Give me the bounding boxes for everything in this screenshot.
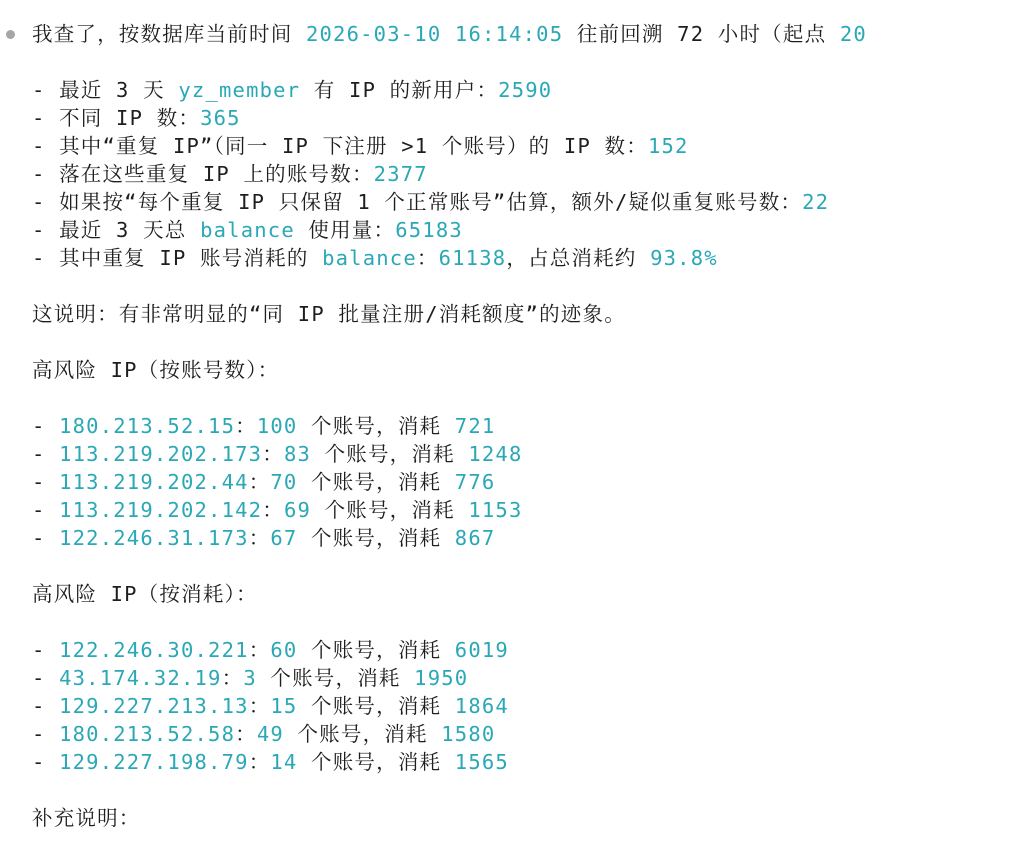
current-db-time: 2026-03-10 16:14:05 bbox=[305, 22, 564, 46]
spend-value: 867 bbox=[454, 526, 496, 550]
account-count: 15 bbox=[270, 694, 298, 718]
separator: ： bbox=[248, 750, 271, 774]
stat-label: ，占总消耗约 bbox=[506, 246, 651, 270]
dash: - bbox=[32, 694, 60, 718]
stat-value: 61138 bbox=[438, 246, 507, 270]
row-label: 个账号，消耗 bbox=[311, 442, 469, 466]
stat-value: 22 bbox=[802, 190, 830, 214]
dash: - bbox=[32, 526, 60, 550]
spend-value: 1248 bbox=[468, 442, 523, 466]
separator: ： bbox=[221, 666, 244, 690]
stat-label: - 最近 3 天 bbox=[32, 78, 179, 102]
stat-label: - 其中重复 IP 账号消耗的 bbox=[32, 246, 323, 270]
row-label: 个账号，消耗 bbox=[311, 498, 469, 522]
stat-value: 2590 bbox=[498, 78, 553, 102]
account-count: 69 bbox=[283, 498, 312, 522]
ip-address: 113.219.202.44 bbox=[59, 470, 249, 494]
ip-row bbox=[32, 692, 509, 720]
ip-row bbox=[32, 748, 509, 776]
separator: ： bbox=[248, 470, 271, 494]
field-name: balance bbox=[200, 218, 295, 242]
stat-label: - 其中“重复 IP”（同一 IP 下注册 >1 个账号）的 IP 数： bbox=[32, 134, 648, 158]
dash: - bbox=[32, 666, 60, 690]
start-time-fragment: 20 bbox=[839, 22, 867, 46]
ip-row bbox=[32, 524, 495, 552]
stat-new-users bbox=[32, 76, 552, 104]
account-count: 83 bbox=[283, 442, 312, 466]
supplement-heading: 补充说明： bbox=[32, 806, 141, 830]
ip-row bbox=[32, 468, 495, 496]
separator: ： bbox=[262, 498, 284, 522]
field-name: balance bbox=[322, 246, 417, 270]
stat-label: - 落在这些重复 IP 上的账号数： bbox=[32, 162, 374, 186]
dash: - bbox=[32, 470, 60, 494]
stat-estimated-extra bbox=[32, 188, 829, 216]
stat-label: 使用量： bbox=[294, 218, 396, 242]
stat-value: 365 bbox=[200, 106, 241, 130]
row-label: 个账号，消耗 bbox=[297, 750, 455, 774]
spend-value: 6019 bbox=[454, 638, 509, 662]
stat-duplicate-accounts bbox=[32, 160, 428, 188]
separator: ： bbox=[262, 442, 284, 466]
account-count: 67 bbox=[270, 526, 298, 550]
conclusion-text: 这说明：有非常明显的“同 IP 批量注册/消耗额度”的迹象。 bbox=[32, 302, 626, 326]
separator: ： bbox=[235, 414, 257, 438]
ip-address: 122.246.31.173 bbox=[59, 526, 249, 550]
stat-percentage: 93.8% bbox=[650, 246, 718, 270]
row-label: 个账号，消耗 bbox=[297, 694, 455, 718]
ip-row bbox=[32, 636, 509, 664]
spend-value: 1580 bbox=[441, 722, 496, 746]
ip-address: 113.219.202.173 bbox=[59, 442, 263, 466]
intro-text: 我查了，按数据库当前时间 bbox=[32, 22, 306, 46]
row-label: 个账号，消耗 bbox=[297, 470, 455, 494]
separator: ： bbox=[248, 526, 271, 550]
dash: - bbox=[32, 638, 60, 662]
stat-value: 2377 bbox=[373, 162, 428, 186]
ip-address: 122.246.30.221 bbox=[59, 638, 249, 662]
account-count: 70 bbox=[270, 470, 298, 494]
spend-value: 1153 bbox=[468, 498, 523, 522]
spend-value: 1864 bbox=[454, 694, 509, 718]
stat-label: - 如果按“每个重复 IP 只保留 1 个正常账号”估算，额外/疑似重复账号数： bbox=[32, 190, 803, 214]
stat-duplicate-ips bbox=[32, 132, 689, 160]
stat-value: 152 bbox=[647, 134, 689, 158]
stat-distinct-ips bbox=[32, 104, 241, 132]
separator: ： bbox=[248, 694, 271, 718]
ip-row bbox=[32, 664, 468, 692]
spend-value: 721 bbox=[454, 414, 496, 438]
stat-duplicate-balance bbox=[32, 244, 718, 272]
account-count: 14 bbox=[270, 750, 298, 774]
row-label: 个账号，消耗 bbox=[256, 666, 415, 690]
bullet-dot-icon bbox=[6, 30, 15, 39]
row-label: 个账号，消耗 bbox=[297, 414, 455, 438]
spend-value: 776 bbox=[454, 470, 496, 494]
stat-total-balance bbox=[32, 216, 463, 244]
ip-address: 180.213.52.15 bbox=[59, 414, 236, 438]
row-label: 个账号，消耗 bbox=[283, 722, 442, 746]
stat-label: - 不同 IP 数： bbox=[32, 106, 201, 130]
stat-label: ： bbox=[416, 246, 439, 270]
section-heading-by-accounts: 高风险 IP（按账号数）： bbox=[32, 358, 280, 382]
ip-row bbox=[32, 720, 495, 748]
stat-value: 65183 bbox=[395, 218, 463, 242]
ip-row bbox=[32, 412, 495, 440]
spend-value: 1950 bbox=[414, 666, 469, 690]
section-heading-by-spend: 高风险 IP（按消耗）： bbox=[32, 582, 258, 606]
table-name: yz_member bbox=[178, 78, 301, 102]
account-count: 3 bbox=[243, 666, 257, 690]
ip-address: 43.174.32.19 bbox=[59, 666, 222, 690]
stat-label: 有 IP 的新用户： bbox=[300, 78, 499, 102]
stat-label: - 最近 3 天总 bbox=[32, 218, 201, 242]
dash: - bbox=[32, 414, 60, 438]
account-count: 60 bbox=[270, 638, 298, 662]
intro-text-2: 往前回溯 72 小时（起点 bbox=[563, 22, 840, 46]
dash: - bbox=[32, 750, 60, 774]
row-label: 个账号，消耗 bbox=[297, 526, 455, 550]
separator: ： bbox=[235, 722, 257, 746]
ip-address: 180.213.52.58 bbox=[59, 722, 236, 746]
dash: - bbox=[32, 498, 60, 522]
dash: - bbox=[32, 442, 60, 466]
ip-row bbox=[32, 440, 523, 468]
dash: - bbox=[32, 722, 60, 746]
ip-address: 113.219.202.142 bbox=[59, 498, 263, 522]
spend-value: 1565 bbox=[454, 750, 509, 774]
ip-row bbox=[32, 496, 523, 524]
ip-address: 129.227.213.13 bbox=[59, 694, 249, 718]
row-label: 个账号，消耗 bbox=[297, 638, 455, 662]
account-count: 100 bbox=[256, 414, 298, 438]
account-count: 49 bbox=[256, 722, 284, 746]
separator: ： bbox=[248, 638, 271, 662]
ip-address: 129.227.198.79 bbox=[59, 750, 249, 774]
intro-line bbox=[32, 20, 867, 48]
